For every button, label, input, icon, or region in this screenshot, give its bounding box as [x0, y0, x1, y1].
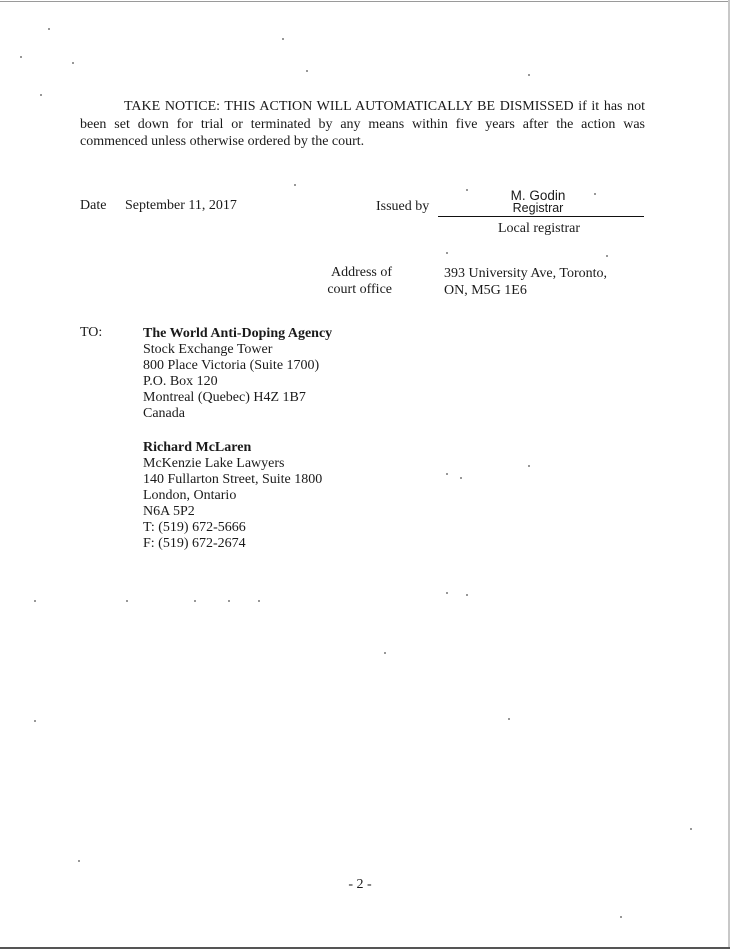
scan-speck — [528, 74, 530, 76]
scan-speck — [48, 28, 50, 30]
address-line: Stock Exchange Tower — [143, 342, 273, 357]
address-line: McKenzie Lake Lawyers — [143, 456, 285, 471]
scan-speck — [34, 600, 36, 602]
scan-speck — [72, 62, 74, 64]
date-value: September 11, 2017 — [125, 198, 237, 213]
address-line: 140 Fullarton Street, Suite 1800 — [143, 472, 323, 487]
page-number: - 2 - — [348, 877, 372, 892]
scan-edge-top — [0, 1, 730, 2]
address-line: Canada — [143, 406, 185, 421]
scan-speck — [34, 720, 36, 722]
signature-title: Registrar — [512, 201, 564, 215]
scan-speck — [528, 465, 530, 467]
court-office-address — [444, 265, 607, 299]
scan-speck — [306, 70, 308, 72]
scan-speck — [228, 600, 230, 602]
recipient-wada — [143, 326, 332, 422]
scan-speck — [194, 600, 196, 602]
notice-text: TAKE NOTICE: THIS ACTION WILL AUTOMATICALLY BE DISMISSED if it has not been set down for trial or terminated by any means within five years after the action was commenced unless otherwise ordered by the court. — [80, 99, 645, 149]
address-line: P.O. Box 120 — [143, 374, 218, 389]
scan-speck — [446, 473, 448, 475]
address-line: Montreal (Quebec) H4Z 1B7 — [143, 390, 306, 405]
court-office-label — [310, 264, 392, 298]
date-label: Date — [80, 198, 107, 213]
scan-speck — [282, 38, 284, 40]
recipient-mclaren — [143, 440, 322, 552]
scan-speck — [460, 477, 462, 479]
dismissal-notice — [80, 98, 645, 151]
registrar-caption: Local registrar — [498, 221, 581, 236]
scan-speck — [126, 600, 128, 602]
scan-speck — [446, 252, 448, 254]
phone-line: T: (519) 672-5666 — [143, 520, 246, 535]
court-office-label-line1: Address of — [330, 265, 392, 280]
scan-speck — [78, 860, 80, 862]
court-office-label-line2: court office — [327, 282, 392, 297]
address-line: N6A 5P2 — [143, 504, 195, 519]
scan-speck — [258, 600, 260, 602]
signature-name: M. Godin — [510, 188, 566, 203]
issued-by-label: Issued by — [376, 199, 430, 214]
recipient-name: The World Anti-Doping Agency — [143, 326, 333, 341]
scan-speck — [40, 94, 42, 96]
recipient-name: Richard McLaren — [143, 440, 252, 455]
scan-speck — [446, 592, 448, 594]
scan-speck — [508, 718, 510, 720]
court-office-address-line2: ON, M5G 1E6 — [444, 283, 527, 298]
scan-speck — [690, 828, 692, 830]
court-office-address-line1: 393 University Ave, Toronto, — [444, 266, 607, 281]
scan-speck — [294, 184, 296, 186]
scan-speck — [384, 652, 386, 654]
scan-speck — [20, 56, 22, 58]
scan-speck — [620, 916, 622, 918]
to-label: TO: — [80, 325, 103, 340]
address-line: London, Ontario — [143, 488, 237, 503]
scan-speck — [606, 255, 608, 257]
signature-line — [438, 216, 644, 217]
fax-line: F: (519) 672-2674 — [143, 536, 246, 551]
scan-speck — [466, 594, 468, 596]
address-line: 800 Place Victoria (Suite 1700) — [143, 358, 320, 373]
